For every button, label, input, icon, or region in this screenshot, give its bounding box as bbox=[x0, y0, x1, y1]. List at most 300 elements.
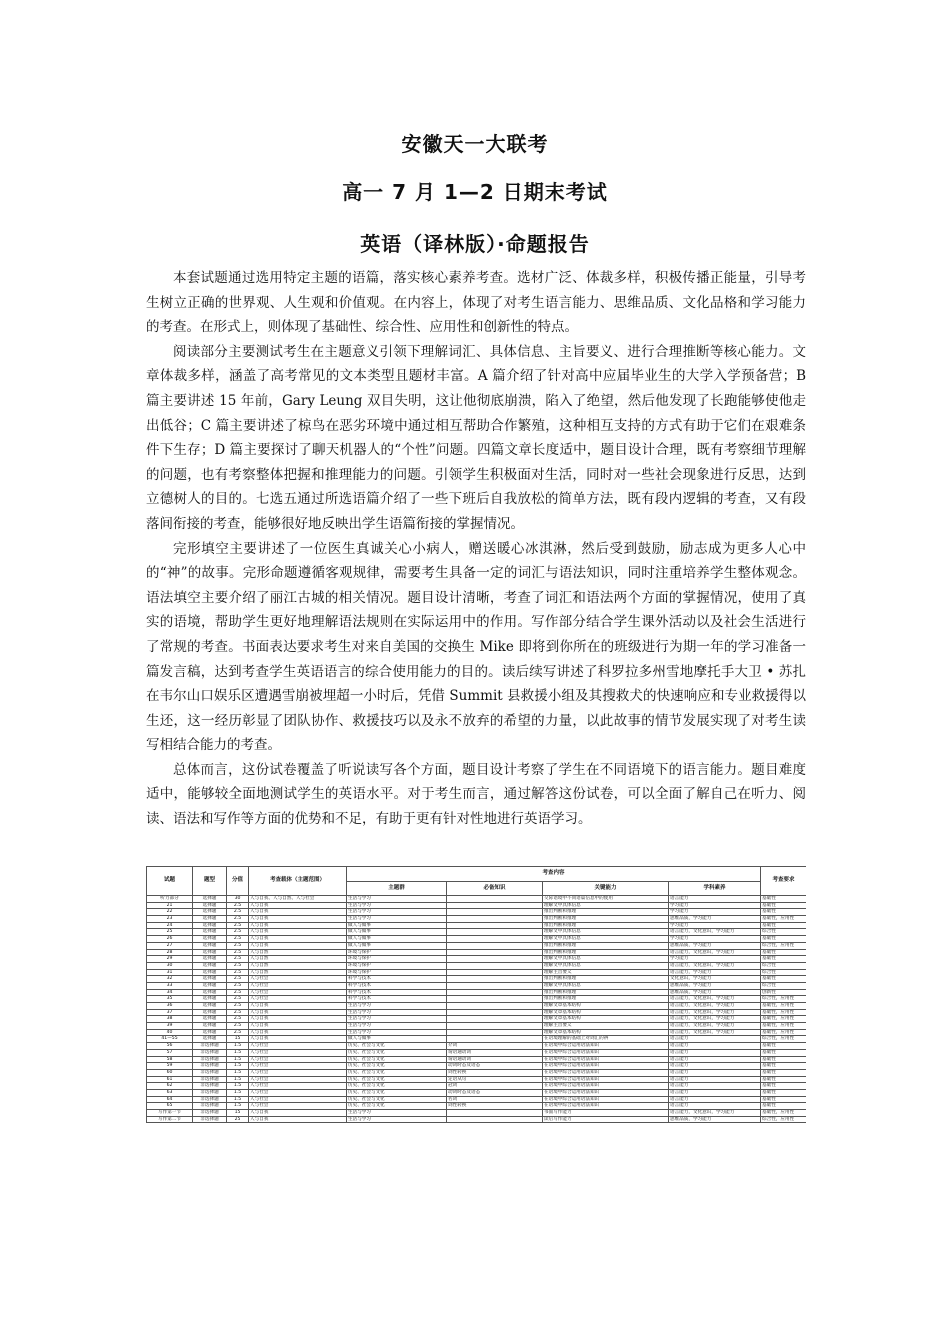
cell-ability: 在语境中综合运用语法知识 bbox=[543, 1063, 669, 1070]
cell-theme: 做人与做事 bbox=[347, 942, 447, 949]
analysis-table bbox=[146, 866, 806, 1123]
cell-literacy: 思维品质，学习能力 bbox=[669, 942, 761, 949]
cell-theme: 历史、社会与文化 bbox=[347, 1069, 447, 1076]
cell-requirement: 基础性，应用性 bbox=[761, 1009, 806, 1016]
table-row bbox=[147, 1096, 807, 1103]
cell-literacy: 语言能力 bbox=[669, 1036, 761, 1043]
cell-score: 1.5 bbox=[227, 1089, 249, 1096]
cell-item: 39 bbox=[147, 1023, 193, 1030]
cell-knowledge: 介词 bbox=[447, 1043, 543, 1050]
cell-ability: 在语境中综合运用语法知识 bbox=[543, 1089, 669, 1096]
cell-item: 26 bbox=[147, 936, 193, 943]
header-knowledge: 必备知识 bbox=[447, 882, 543, 896]
cell-item: 23 bbox=[147, 916, 193, 923]
cell-score: 2.5 bbox=[227, 949, 249, 956]
cell-literacy: 学习能力 bbox=[669, 902, 761, 909]
cell-item: 59 bbox=[147, 1063, 193, 1070]
cell-knowledge bbox=[447, 956, 543, 963]
cell-ability: 在语境中综合运用语法知识 bbox=[543, 1069, 669, 1076]
cell-knowledge bbox=[447, 949, 543, 956]
cell-carrier: 人与自我 bbox=[249, 1116, 347, 1123]
cell-requirement: 综合性，应用性 bbox=[761, 1116, 806, 1123]
cell-score: 1.5 bbox=[227, 1063, 249, 1070]
cell-item: 28 bbox=[147, 949, 193, 956]
cell-theme: 生活与学习 bbox=[347, 1009, 447, 1016]
cell-ability: 在语境中综合运用语法知识 bbox=[543, 1043, 669, 1050]
cell-literacy: 语言能力，文化意识，学习能力 bbox=[669, 996, 761, 1003]
cell-knowledge: 词性转换 bbox=[447, 1069, 543, 1076]
cell-carrier: 人与自我 bbox=[249, 916, 347, 923]
cell-ability: 在语境中综合运用语法知识 bbox=[543, 1096, 669, 1103]
cell-literacy: 语言能力，文化意识，学习能力 bbox=[669, 1009, 761, 1016]
cell-knowledge bbox=[447, 996, 543, 1003]
cell-knowledge bbox=[447, 1110, 543, 1117]
cell-item: 61 bbox=[147, 1076, 193, 1083]
cell-ability: 理解文章基本结构 bbox=[543, 1016, 669, 1023]
cell-score: 1.5 bbox=[227, 1076, 249, 1083]
cell-literacy: 学习能力 bbox=[669, 956, 761, 963]
cell-literacy: 学习能力 bbox=[669, 936, 761, 943]
header-type: 题型 bbox=[193, 867, 227, 896]
cell-theme: 环境与保护 bbox=[347, 949, 447, 956]
cell-knowledge bbox=[447, 1016, 543, 1023]
cell-type: 非选择题 bbox=[193, 1049, 227, 1056]
cell-knowledge: 动词时态及语态 bbox=[447, 1063, 543, 1070]
table-row bbox=[147, 976, 807, 983]
cell-type: 选择题 bbox=[193, 969, 227, 976]
cell-type: 选择题 bbox=[193, 989, 227, 996]
cell-theme: 历史、社会与文化 bbox=[347, 1056, 447, 1063]
cell-requirement: 基础性，应用性 bbox=[761, 1003, 806, 1010]
cell-type: 非选择题 bbox=[193, 1043, 227, 1050]
cell-item: 56 bbox=[147, 1043, 193, 1050]
table-row bbox=[147, 1076, 807, 1083]
cell-type: 选择题 bbox=[193, 962, 227, 969]
cell-item: 60 bbox=[147, 1069, 193, 1076]
cell-knowledge bbox=[447, 922, 543, 929]
paragraph-reading: 阅读部分主要测试考生在主题意义引领下理解词汇、具体信息、主旨要义、进行合理推断等核心能力。文章体裁多样，涵盖了高考常见的文本类型且题材丰富。A 篇介绍了针对高中应届毕业生的大学入学预备营；B 篇主要讲述 15 年前，Gary Leung 双目失明，这让他彻底崩溃，陷入了绝望，然后他发现了长跑能够使他走出低谷；C 篇主要讲述了椋鸟在恶劣环境中通过相互帮助合作繁殖，这种相互支持的方式有助于它们在艰难条件下生存；D 篇主要探讨了聊天机器人的“个性”问题。四篇文章长度适中，题目设计合理，既有考察细节理解的问题，也有考察整体把握和推理能力的问题。引领学生积极面对生活，同时对一些社会现象进行反思，达到立德树人的目的。七选五通过所选语篇介绍了一些下班后自我放松的简单方法，既有段内逻辑的考查，又有段落间衔接的考查，能够很好地反映出学生语篇衔接的掌握情况。 bbox=[146, 343, 806, 532]
cell-knowledge bbox=[447, 936, 543, 943]
cell-knowledge bbox=[447, 982, 543, 989]
cell-knowledge: 定语从句 bbox=[447, 1076, 543, 1083]
cell-knowledge bbox=[447, 1003, 543, 1010]
cell-score: 15 bbox=[227, 1110, 249, 1117]
cell-score: 2.5 bbox=[227, 982, 249, 989]
table-row bbox=[147, 902, 807, 909]
cell-literacy: 思维品质，学习能力 bbox=[669, 1116, 761, 1123]
cell-ability: 推出判断和推理 bbox=[543, 976, 669, 983]
cell-score: 1.5 bbox=[227, 1056, 249, 1063]
cell-knowledge: 动词时态及语态 bbox=[447, 1089, 543, 1096]
cell-literacy: 语言能力 bbox=[669, 1096, 761, 1103]
cell-score: 2.5 bbox=[227, 1003, 249, 1010]
cell-item: 37 bbox=[147, 1009, 193, 1016]
cell-theme: 做人与做事 bbox=[347, 922, 447, 929]
cell-carrier: 人与社会 bbox=[249, 1056, 347, 1063]
cell-ability: 在语境理解的基础上对词汇的辨 bbox=[543, 1036, 669, 1043]
cell-carrier: 人与社会 bbox=[249, 976, 347, 983]
cell-carrier: 人与社会 bbox=[249, 1043, 347, 1050]
table-row bbox=[147, 1110, 807, 1117]
cell-score: 2.5 bbox=[227, 902, 249, 909]
cell-carrier: 人与社会 bbox=[249, 1089, 347, 1096]
cell-ability: 在语境中综合运用语法知识 bbox=[543, 1049, 669, 1056]
table-row bbox=[147, 909, 807, 916]
cell-score: 1.5 bbox=[227, 1043, 249, 1050]
cell-item: 65 bbox=[147, 1103, 193, 1110]
cell-requirement: 综合性 bbox=[761, 962, 806, 969]
cell-ability: 理解主旨要义 bbox=[543, 1023, 669, 1030]
cell-literacy: 语言能力，文化意识，学习能力 bbox=[669, 1016, 761, 1023]
cell-item: 63 bbox=[147, 1089, 193, 1096]
cell-ability: 理解文章基本结构 bbox=[543, 1009, 669, 1016]
cell-carrier: 人与自我 bbox=[249, 1016, 347, 1023]
cell-ability: 推出判断和推理 bbox=[543, 942, 669, 949]
cell-item: 写作第二节 bbox=[147, 1116, 193, 1123]
cell-carrier: 人与自然 bbox=[249, 956, 347, 963]
table-row bbox=[147, 1016, 807, 1023]
cell-knowledge bbox=[447, 962, 543, 969]
table-row bbox=[147, 1023, 807, 1030]
cell-literacy: 语言能力 bbox=[669, 1083, 761, 1090]
table-row bbox=[147, 949, 807, 956]
table-row bbox=[147, 969, 807, 976]
cell-requirement: 基础性 bbox=[761, 1089, 806, 1096]
cell-requirement: 基础性 bbox=[761, 1049, 806, 1056]
cell-type: 选择题 bbox=[193, 942, 227, 949]
cell-carrier: 人与社会 bbox=[249, 996, 347, 1003]
cell-item: 31 bbox=[147, 969, 193, 976]
cell-ability: 推出判断和推理 bbox=[543, 916, 669, 923]
cell-requirement: 基础性 bbox=[761, 949, 806, 956]
cell-ability: 理解文中具体信息 bbox=[543, 956, 669, 963]
cell-ability: 理解文章基本结构 bbox=[543, 1029, 669, 1036]
cell-literacy: 语言能力，文化意识，学习能力 bbox=[669, 949, 761, 956]
cell-ability: 推出判断和推理 bbox=[543, 922, 669, 929]
report-body bbox=[146, 266, 806, 832]
cell-carrier: 人与自我 bbox=[249, 1036, 347, 1043]
cell-requirement: 综合性，应用性 bbox=[761, 942, 806, 949]
cell-score: 1.5 bbox=[227, 1049, 249, 1056]
cell-theme: 做人与做事 bbox=[347, 929, 447, 936]
cell-requirement: 基础性 bbox=[761, 1043, 806, 1050]
table-row bbox=[147, 1049, 807, 1056]
cell-requirement: 基础性 bbox=[761, 1096, 806, 1103]
cell-type: 选择题 bbox=[193, 1016, 227, 1023]
cell-theme: 生活与学习 bbox=[347, 902, 447, 909]
cell-ability: 理解文中具体信息 bbox=[543, 936, 669, 943]
cell-carrier: 人与自我 bbox=[249, 929, 347, 936]
cell-literacy: 语言能力 bbox=[669, 1076, 761, 1083]
cell-carrier: 人与社会 bbox=[249, 1103, 347, 1110]
cell-knowledge bbox=[447, 896, 543, 903]
cell-ability: 推出判断和推理 bbox=[543, 949, 669, 956]
cell-ability: 推出判断和推理 bbox=[543, 909, 669, 916]
cell-theme: 做人与做事 bbox=[347, 936, 447, 943]
table-row bbox=[147, 1083, 807, 1090]
cell-type: 选择题 bbox=[193, 929, 227, 936]
cell-ability: 书面写作能力 bbox=[543, 1110, 669, 1117]
cell-score: 2.5 bbox=[227, 989, 249, 996]
cell-type: 选择题 bbox=[193, 1029, 227, 1036]
cell-theme: 生活与学习 bbox=[347, 1003, 447, 1010]
cell-score: 2.5 bbox=[227, 956, 249, 963]
cell-knowledge: 冠词 bbox=[447, 1083, 543, 1090]
cell-score: 2.5 bbox=[227, 942, 249, 949]
cell-requirement: 基础性，应用性 bbox=[761, 916, 806, 923]
table-row bbox=[147, 996, 807, 1003]
cell-theme: 生活与学习 bbox=[347, 1116, 447, 1123]
cell-knowledge: 谓语通动词 bbox=[447, 1056, 543, 1063]
cell-knowledge: 谓语通动词 bbox=[447, 1049, 543, 1056]
title-exam-union: 安徽天一大联考 bbox=[401, 132, 549, 156]
cell-theme: 生活与学习 bbox=[347, 896, 447, 903]
header-score: 分值 bbox=[227, 867, 249, 896]
table-row bbox=[147, 982, 807, 989]
cell-item: 21 bbox=[147, 902, 193, 909]
cell-theme: 科学与技术 bbox=[347, 989, 447, 996]
cell-theme: 生活与学习 bbox=[347, 1029, 447, 1036]
cell-theme: 历史、社会与文化 bbox=[347, 1063, 447, 1070]
cell-knowledge bbox=[447, 902, 543, 909]
title-report: 英语（译林版）·命题报告 bbox=[360, 232, 590, 256]
cell-type: 选择题 bbox=[193, 956, 227, 963]
cell-type: 选择题 bbox=[193, 1009, 227, 1016]
cell-requirement: 创新性 bbox=[761, 989, 806, 996]
table-row bbox=[147, 956, 807, 963]
cell-type: 非选择题 bbox=[193, 1076, 227, 1083]
cell-type: 选择题 bbox=[193, 1003, 227, 1010]
table-row bbox=[147, 1069, 807, 1076]
cell-knowledge bbox=[447, 989, 543, 996]
cell-literacy: 语言能力，文化意识，学习能力 bbox=[669, 1029, 761, 1036]
cell-theme: 生活与学习 bbox=[347, 1016, 447, 1023]
cell-requirement: 基础性，应用性 bbox=[761, 1029, 806, 1036]
cell-literacy: 语言能力，文化意识，学习能力 bbox=[669, 1023, 761, 1030]
cell-carrier: 人与社会 bbox=[249, 1049, 347, 1056]
table-row bbox=[147, 922, 807, 929]
cell-type: 选择题 bbox=[193, 909, 227, 916]
cell-score: 1.5 bbox=[227, 1103, 249, 1110]
cell-theme: 生活与学习 bbox=[347, 909, 447, 916]
cell-literacy: 学习能力 bbox=[669, 909, 761, 916]
analysis-table-wrapper bbox=[146, 866, 806, 1158]
cell-score: 1.5 bbox=[227, 1096, 249, 1103]
cell-carrier: 人与自我 bbox=[249, 1009, 347, 1016]
cell-score: 1.5 bbox=[227, 1069, 249, 1076]
cell-literacy: 思维品质，学习能力 bbox=[669, 916, 761, 923]
cell-theme: 环境与保护 bbox=[347, 962, 447, 969]
cell-type: 非选择题 bbox=[193, 1096, 227, 1103]
cell-knowledge bbox=[447, 1036, 543, 1043]
cell-type: 非选择题 bbox=[193, 1103, 227, 1110]
cell-item: 27 bbox=[147, 942, 193, 949]
cell-type: 选择题 bbox=[193, 976, 227, 983]
cell-type: 选择题 bbox=[193, 996, 227, 1003]
table-row bbox=[147, 1009, 807, 1016]
table-row bbox=[147, 916, 807, 923]
cell-item: 34 bbox=[147, 989, 193, 996]
cell-theme: 生活与学习 bbox=[347, 1023, 447, 1030]
cell-literacy: 学习能力 bbox=[669, 922, 761, 929]
cell-score: 25 bbox=[227, 1116, 249, 1123]
cell-literacy: 语言能力，文化意识，学习能力 bbox=[669, 1110, 761, 1117]
table-row bbox=[147, 1043, 807, 1050]
cell-knowledge bbox=[447, 916, 543, 923]
cell-literacy: 语言能力，文化意识，学习能力 bbox=[669, 1003, 761, 1010]
header-carrier: 考查载体（主题范围） bbox=[249, 867, 347, 896]
cell-type: 选择题 bbox=[193, 1023, 227, 1030]
table-row bbox=[147, 896, 807, 903]
cell-knowledge bbox=[447, 909, 543, 916]
title-exam-date: 高一 7 月 1—2 日期末考试 bbox=[342, 180, 608, 204]
table-row bbox=[147, 1056, 807, 1063]
cell-carrier: 人与自我 bbox=[249, 922, 347, 929]
table-row bbox=[147, 942, 807, 949]
cell-item: 58 bbox=[147, 1056, 193, 1063]
cell-type: 非选择题 bbox=[193, 1116, 227, 1123]
cell-requirement: 综合性 bbox=[761, 969, 806, 976]
cell-carrier: 人与自我 bbox=[249, 1029, 347, 1036]
cell-theme: 做人与做事 bbox=[347, 1036, 447, 1043]
cell-knowledge bbox=[447, 976, 543, 983]
cell-literacy: 语言能力 bbox=[669, 1049, 761, 1056]
cell-item: 41—55 bbox=[147, 1036, 193, 1043]
cell-theme: 科学与技术 bbox=[347, 996, 447, 1003]
cell-item: 29 bbox=[147, 956, 193, 963]
cell-carrier: 人与自我 bbox=[249, 1110, 347, 1117]
cell-requirement: 基础性 bbox=[761, 922, 806, 929]
cell-carrier: 人与社会 bbox=[249, 1083, 347, 1090]
cell-score: 2.5 bbox=[227, 1023, 249, 1030]
cell-item: 40 bbox=[147, 1029, 193, 1036]
cell-type: 选择题 bbox=[193, 922, 227, 929]
cell-requirement: 基础性，应用性 bbox=[761, 1023, 806, 1030]
cell-literacy: 语言能力 bbox=[669, 1063, 761, 1070]
cell-type: 非选择题 bbox=[193, 1063, 227, 1070]
cell-type: 非选择题 bbox=[193, 1056, 227, 1063]
cell-item: 30 bbox=[147, 962, 193, 969]
table-row bbox=[147, 929, 807, 936]
table-row bbox=[147, 1063, 807, 1070]
cell-requirement: 基础性，应用性 bbox=[761, 1110, 806, 1117]
cell-requirement: 基础性，应用性 bbox=[761, 1016, 806, 1023]
cell-knowledge bbox=[447, 1116, 543, 1123]
cell-theme: 环境与保护 bbox=[347, 956, 447, 963]
cell-knowledge: 词性转换 bbox=[447, 1103, 543, 1110]
cell-theme: 历史、社会与文化 bbox=[347, 1083, 447, 1090]
header-ability: 关键能力 bbox=[543, 882, 669, 896]
cell-type: 选择题 bbox=[193, 916, 227, 923]
cell-requirement: 基础性 bbox=[761, 936, 806, 943]
cell-carrier: 人与社会 bbox=[249, 982, 347, 989]
cell-knowledge bbox=[447, 969, 543, 976]
cell-item: 33 bbox=[147, 982, 193, 989]
cell-type: 选择题 bbox=[193, 949, 227, 956]
cell-ability: 理解文中具体信息 bbox=[543, 929, 669, 936]
cell-theme: 生活与学习 bbox=[347, 916, 447, 923]
header-requirement: 考查要求 bbox=[761, 867, 806, 896]
cell-ability: 理解文中具体信息 bbox=[543, 962, 669, 969]
cell-ability: 交际语境中不同语篇信息中的使用 bbox=[543, 896, 669, 903]
cell-item: 32 bbox=[147, 976, 193, 983]
cell-item: 64 bbox=[147, 1096, 193, 1103]
cell-type: 非选择题 bbox=[193, 1089, 227, 1096]
cell-type: 选择题 bbox=[193, 936, 227, 943]
cell-requirement: 综合性 bbox=[761, 982, 806, 989]
header-content: 考查内容 bbox=[347, 867, 761, 882]
cell-item: 24 bbox=[147, 922, 193, 929]
table-row bbox=[147, 989, 807, 996]
cell-literacy: 语言能力 bbox=[669, 1043, 761, 1050]
cell-theme: 历史、社会与文化 bbox=[347, 1076, 447, 1083]
cell-score: 2.5 bbox=[227, 1029, 249, 1036]
cell-requirement: 基础性 bbox=[761, 902, 806, 909]
cell-ability: 理解文章基本结构 bbox=[543, 1003, 669, 1010]
header-theme: 主题群 bbox=[347, 882, 447, 896]
cell-score: 15 bbox=[227, 1036, 249, 1043]
cell-type: 选择题 bbox=[193, 1036, 227, 1043]
cell-literacy: 语言能力 bbox=[669, 1103, 761, 1110]
header-item: 试题 bbox=[147, 867, 193, 896]
cell-carrier: 人与自我、人与自然、人与社会 bbox=[249, 896, 347, 903]
cell-knowledge bbox=[447, 1029, 543, 1036]
cell-score: 2.5 bbox=[227, 969, 249, 976]
cell-item: 25 bbox=[147, 929, 193, 936]
cell-type: 选择题 bbox=[193, 902, 227, 909]
cell-carrier: 人与社会 bbox=[249, 989, 347, 996]
cell-ability: 在语境中综合运用语法知识 bbox=[543, 1056, 669, 1063]
cell-score: 2.5 bbox=[227, 1009, 249, 1016]
cell-item: 57 bbox=[147, 1049, 193, 1056]
cell-requirement: 基础性 bbox=[761, 909, 806, 916]
cell-carrier: 人与社会 bbox=[249, 1063, 347, 1070]
cell-carrier: 人与社会 bbox=[249, 1076, 347, 1083]
cell-carrier: 人与自我 bbox=[249, 1023, 347, 1030]
cell-type: 非选择题 bbox=[193, 1083, 227, 1090]
table-row bbox=[147, 1103, 807, 1110]
cell-ability: 在语境中综合运用语法知识 bbox=[543, 1076, 669, 1083]
cell-carrier: 人与自我 bbox=[249, 909, 347, 916]
cell-requirement: 基础性 bbox=[761, 956, 806, 963]
cell-carrier: 人与自我 bbox=[249, 942, 347, 949]
cell-score: 30 bbox=[227, 896, 249, 903]
cell-theme: 历史、社会与文化 bbox=[347, 1096, 447, 1103]
cell-requirement: 基础性 bbox=[761, 1076, 806, 1083]
cell-theme: 历史、社会与文化 bbox=[347, 1089, 447, 1096]
cell-score: 2.5 bbox=[227, 916, 249, 923]
cell-ability: 理解文中具体信息 bbox=[543, 982, 669, 989]
cell-requirement: 基础性 bbox=[761, 976, 806, 983]
cell-ability: 在语境中综合运用语法知识 bbox=[543, 1103, 669, 1110]
cell-literacy: 语言能力 bbox=[669, 1056, 761, 1063]
cell-ability: 读后写作能力 bbox=[543, 1116, 669, 1123]
cell-ability: 在语境中综合运用语法知识 bbox=[543, 1083, 669, 1090]
cell-requirement: 综合性，应用性 bbox=[761, 1036, 806, 1043]
cell-requirement: 综合性 bbox=[761, 929, 806, 936]
cell-ability: 推出判断和推理 bbox=[543, 996, 669, 1003]
cell-item: 62 bbox=[147, 1083, 193, 1090]
cell-score: 1.5 bbox=[227, 1083, 249, 1090]
table-row bbox=[147, 1003, 807, 1010]
cell-score: 2.5 bbox=[227, 962, 249, 969]
cell-theme: 生活与学习 bbox=[347, 1110, 447, 1117]
cell-literacy: 思维品质，学习能力 bbox=[669, 982, 761, 989]
cell-theme: 历史、社会与文化 bbox=[347, 1049, 447, 1056]
cell-ability: 理解文中具体信息 bbox=[543, 902, 669, 909]
cell-theme: 科学与技术 bbox=[347, 982, 447, 989]
cell-literacy: 语言能力，文化意识，学习能力 bbox=[669, 929, 761, 936]
